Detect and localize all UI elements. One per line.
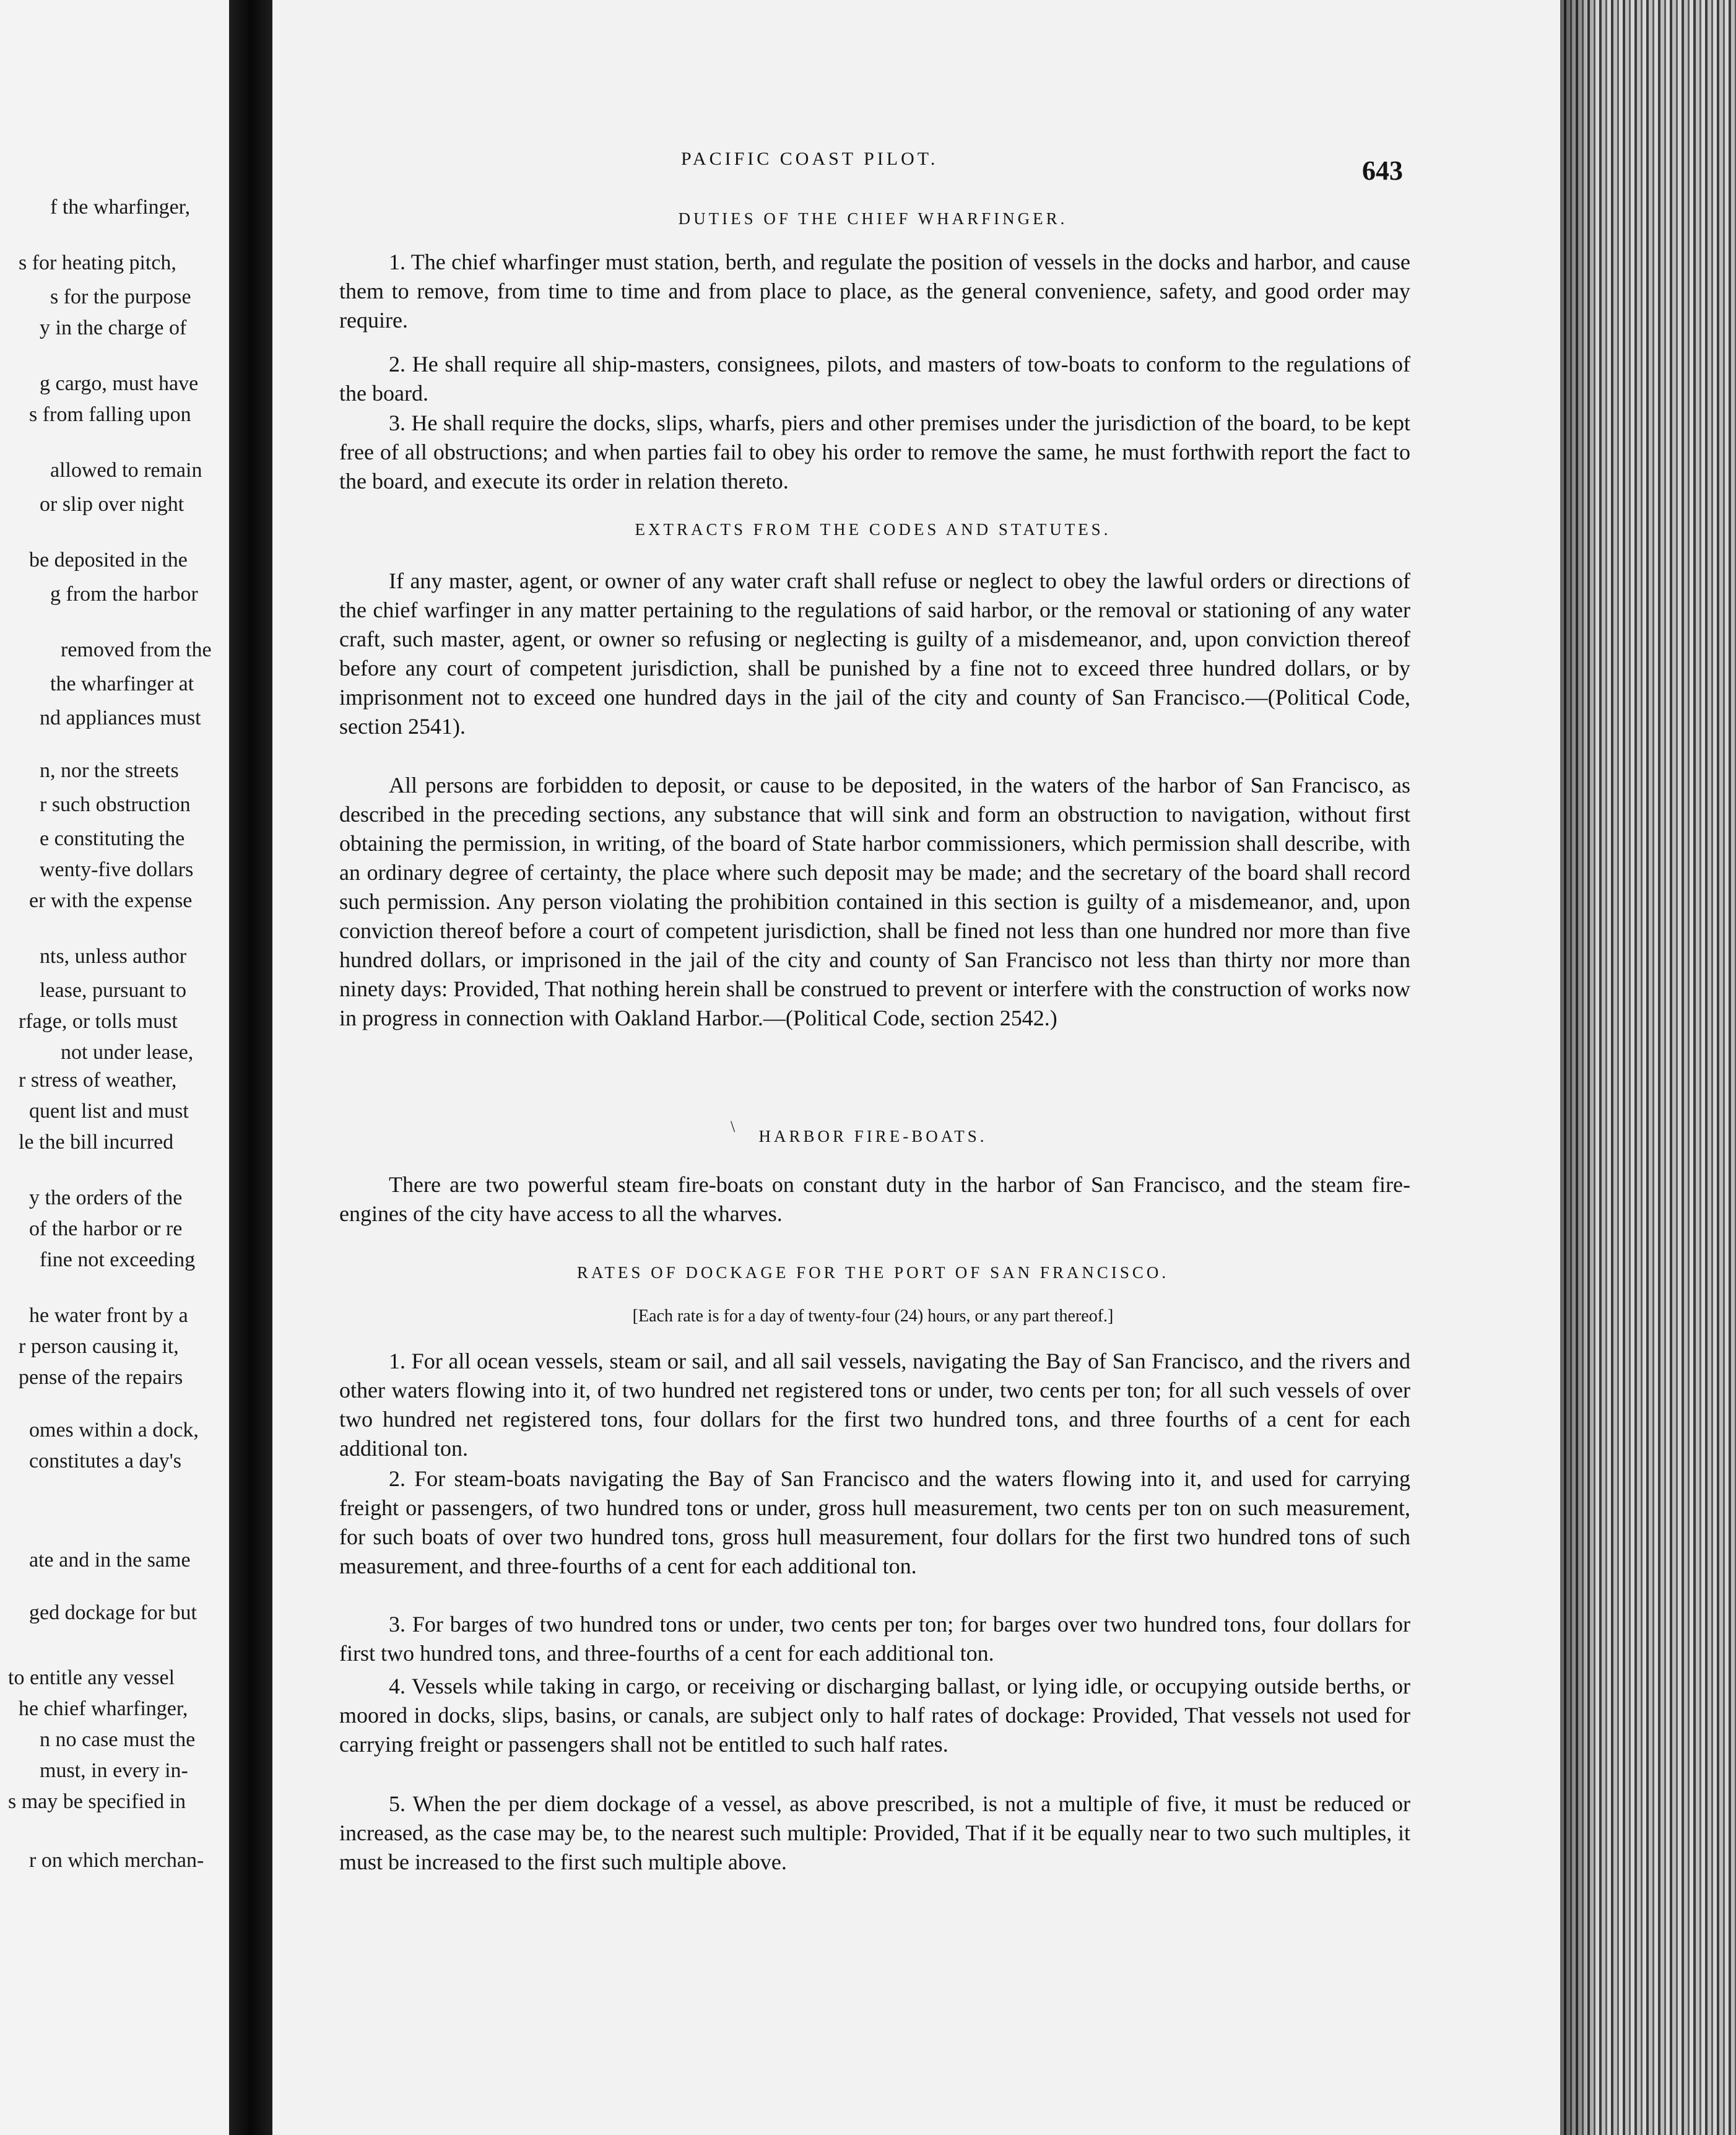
left-page-line-fragment: be deposited in the	[29, 549, 188, 572]
left-page-line-fragment: s for heating pitch,	[19, 251, 176, 274]
left-page-line-fragment: lease, pursuant to	[40, 979, 186, 1002]
fire-boats-paragraph: There are two powerful steam fire-boats on constant duty in the harbor of San Francisco, and the steam fire-engines of the city have access to all the wharves.	[339, 1172, 1410, 1226]
left-page-line-fragment: y in the charge of	[40, 316, 187, 339]
left-page-line-fragment: allowed to remain	[50, 459, 202, 482]
left-page-line-fragment: g cargo, must have	[40, 372, 199, 395]
left-page-line-fragment: er with the expense	[29, 889, 193, 912]
left-page-line-fragment: g from the harbor	[50, 583, 198, 606]
left-page-line-fragment: constitutes a day's	[29, 1450, 181, 1472]
dockage-paragraph-4: 4. Vessels while taking in cargo, or receiving or discharging ballast, or lying idle, or occupying outside berths, or moored in docks, slips, basins, or canals, are subject only to half rates of dockage: Provided, That vessels not used for carrying freight or passengers shall not be entitled to such half rates.	[339, 1674, 1410, 1757]
left-page-line-fragment: s from falling upon	[29, 403, 191, 426]
left-page-line-fragment: ged dockage for but	[29, 1601, 197, 1624]
left-page-line-fragment: nd appliances must	[40, 707, 201, 729]
left-page-line-fragment: y the orders of the	[29, 1186, 183, 1209]
left-page-line-fragment: omes within a dock,	[29, 1419, 199, 1441]
left-page-line-fragment: e constituting the	[40, 827, 185, 850]
left-page-line-fragment: pense of the repairs	[19, 1366, 183, 1389]
left-page-line-fragment: nts, unless author	[40, 945, 187, 968]
left-page-line-fragment: r on which merchan-	[29, 1849, 204, 1872]
left-page-line-fragment: ate and in the same	[29, 1549, 191, 1572]
duties-paragraph-2: 2. He shall require all ship-masters, consignees, pilots, and masters of tow-boats to conform to the regulations of the board.	[339, 352, 1410, 406]
running-title: PACIFIC COAST PILOT.	[681, 149, 939, 169]
extracts-heading: EXTRACTS FROM THE CODES AND STATUTES.	[635, 520, 1111, 539]
left-page-line-fragment: n, nor the streets	[40, 759, 179, 782]
left-page-line-fragment: r stress of weather,	[19, 1069, 177, 1092]
page-number: 643	[1362, 155, 1403, 186]
left-page-line-fragment: he water front by a	[29, 1304, 188, 1327]
dockage-paragraph-3: 3. For barges of two hundred tons or under, two cents per ton; for barges over two hundred tons, four dollars for first two hundred tons, and three-fourths of a cent for each additional ton.	[339, 1612, 1410, 1666]
book-gutter	[229, 0, 272, 2135]
left-page-line-fragment: of the harbor or re	[29, 1217, 183, 1240]
extracts-paragraph-1: If any master, agent, or owner of any water craft shall refuse or neglect to obey the lawful orders or directions of the chief warfinger in any matter pertaining to the regulations of said harbor, or the removal or stationing of any water craft, such master, agent, or owner so refusing or neglecting is guilty of a misdemeanor, and, upon conviction thereof before any court of competent jurisdiction, shall be punished by a fine not to exceed three hundred dollars, or by imprisonment not to exceed one hundred days in the jail of the city and county of San Francisco.—(Political Code, section 2541).	[339, 568, 1410, 739]
left-page-line-fragment: must, in every in-	[40, 1759, 188, 1782]
left-page-line-fragment: rfage, or tolls must	[19, 1010, 178, 1033]
left-page-fragment	[0, 0, 229, 2135]
left-page-line-fragment: r person causing it,	[19, 1335, 179, 1358]
fire-boats-heading: HARBOR FIRE-BOATS.	[758, 1127, 987, 1146]
left-page-line-fragment: fine not exceeding	[40, 1248, 196, 1271]
dockage-note: [Each rate is for a day of twenty-four (24) hours, or any part thereof.]	[632, 1307, 1114, 1326]
dockage-paragraph-2: 2. For steam-boats navigating the Bay of San Francisco and the waters flowing into it, and used for carrying freight or passengers, of two hundred tons or under, gross hull measurement, two cents per ton on such measurement, for such boats of over two hundred tons, gross hull measurement, four dollars for the first two hundred tons of such measurement, and three-fourths of a cent for each additional ton.	[339, 1466, 1410, 1578]
duties-paragraph-1: 1. The chief wharfinger must station, berth, and regulate the position of vessels in the docks and harbor, and cause them to remove, from time to time and from place to place, as the general convenience, safety, and good order may require.	[339, 250, 1410, 333]
left-page-line-fragment: the wharfinger at	[50, 672, 194, 695]
left-page-line-fragment: he chief wharfinger,	[19, 1697, 188, 1720]
left-page-line-fragment: wenty-five dollars	[40, 858, 194, 881]
left-page-line-fragment: le the bill incurred	[19, 1131, 174, 1154]
page-edge-shadow	[1560, 0, 1597, 2135]
dockage-heading: RATES OF DOCKAGE FOR THE PORT OF SAN FRANCISCO.	[576, 1263, 1170, 1282]
dockage-paragraph-1: 1. For all ocean vessels, steam or sail, and all sail vessels, navigating the Bay of San Francisco, and the rivers and other waters flowing into it, of two hundred net registered tons or under, two cents per ton; for all such vessels of over two hundred net registered tons, four dollars for the first two hundred tons, and three fourths of a cent for each additional ton.	[339, 1349, 1410, 1461]
left-page-line-fragment: s may be specified in	[8, 1790, 186, 1813]
left-page-line-fragment: quent list and must	[29, 1100, 189, 1123]
duties-paragraph-3: 3. He shall require the docks, slips, wharfs, piers and other premises under the jurisdiction of the board, to be kept free of all obstructions; and when parties fail to obey his order to remove the same, he must forthwith report the fact to the board, and execute its order in relation thereto.	[339, 411, 1410, 494]
left-page-line-fragment: to entitle any vessel	[8, 1666, 175, 1689]
left-page-line-fragment: s for the purpose	[50, 285, 191, 308]
dockage-paragraph-5: 5. When the per diem dockage of a vessel, as above prescribed, is not a multiple of five, it must be reduced or increased, as the case may be, to the nearest such multiple: Provided, That if it be equally near to two such multiples, it must be increased to the first such multiple above.	[339, 1791, 1410, 1874]
margin-mark: \	[731, 1118, 736, 1136]
duties-heading: DUTIES OF THE CHIEF WHARFINGER.	[678, 209, 1068, 228]
left-page-line-fragment: f the wharfinger,	[50, 196, 191, 219]
left-page-line-fragment: n no case must the	[40, 1728, 196, 1751]
left-page-line-fragment: or slip over night	[40, 493, 184, 516]
left-page-line-fragment: not under lease,	[61, 1041, 194, 1064]
left-page-line-fragment: removed from the	[61, 638, 212, 661]
extracts-paragraph-2: All persons are forbidden to deposit, or cause to be deposited, in the waters of the harbor of San Francisco, as described in the preceding sections, any substance that will sink and form an obstruction to navigation, without first obtaining the permission, in writing, of the board of State harbor commissioners, which permission shall describe, with an ordinary degree of certainty, the place where such deposit may be made; and the secretary of the board shall record such permission. Any person violating the prohibition contained in this section is guilty of a misdemeanor, and, upon conviction thereof before a court of competent jurisdiction, shall be fined not less than one hundred nor more than five hundred dollars, or imprisoned in the jail of the city and county of San Francisco not less than thirty nor more than ninety days: Provided, That nothing herein shall be construed to prevent or interfere with the construction of works now in progress in connection with Oakland Harbor.—(Political Code, section 2542.)	[339, 773, 1410, 1030]
left-page-line-fragment: r such obstruction	[40, 793, 191, 816]
